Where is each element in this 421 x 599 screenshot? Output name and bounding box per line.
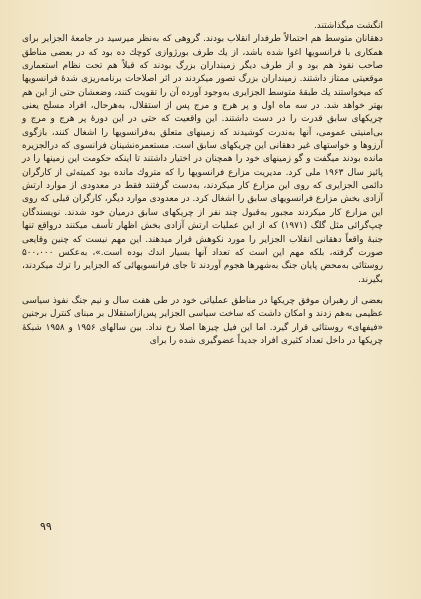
body-text (22, 20, 383, 348)
paragraph-1: انگشت میگذاشتند. (313, 21, 383, 31)
paragraph-3: بعضی از رهبران موفق چریکها در مناطق عملیاتی خود در طی هفت سال و نیم جنگ نفوذ سیاسی عظیمی به‌هم زدند و امکان داشت که ساخت سیاسی الجزایر پس‌ازاستقلال بر مبنای کنترل برجنین «فیفهای» روستائی قرار گیرد. اما این فیل چیزها اصلا رخ نداد. بین سالهای ۱۹۵۶ و ۱۹۵۸ شبکهٔ چریکها در داخل تعداد کثیری افراد جدیداً عضوگیری شده را برای (22, 295, 383, 346)
page-number: ۹۹ (40, 520, 52, 533)
paragraph-2: دهقانان متوسط هم احتمالاً طرفدار انقلاب بودند. گروهی که به‌نظر میرسید در جامعهٔ الجزایر برای همکاری با فرانسویها اغوا شده باشد، از یك طرف بورژوازی کوچك ده بود که در بعضی مناطق صاحب نفوذ هم بود و از طرف دیگر زمینداران بزرگ بودند که قبلاً هم تحت نظام استعماری موقعیتی ممتاز داشتند. زمینداران بزرگ تصور میکردند در اثر اصلاحات برنامه‌ریزی شدهٔ فرانسویها که میخواستند یك طبقهٔ متوسط الجزایری به‌وجود آورده آن را تقویت کنند، وضعشان حتی از این هم بهتر خواهد شد. در سه ماه اول و پر هرج و مرج پس از استقلال، به‌هرحال، افراد مسلح یعنی چریکهای سابق قدرت را در دست داشتند. این واقعیت که حتی در این دورهٔ پر هرج و مرج و بی‌امنیتی عمومی، آنها به‌ندرت کوشیدند که زمینهای متعلق به‌فرانسویها را اشغال کنند، بازگوی آرزوها و خواستهای غیر دهقانی این چریکهای سابق است. مستعمره‌نشینان فرانسوی که درالجزیره مانده بودند میگفت و گو زمینهای خود را همچنان در اختیار داشتند تا اینکه حکومت این زمینها را در پائیز سال ۱۹۶۳ ملی کرد. مدیریت مزارع فرانسویها را که متروك مانده بود کمیته‌ئی از کارگران دائمی الجزایری که روی این مزارع کار میکردند، به‌دست گرفتند فقط در معدودی از موارد ارتش آزادی بخش مزارع فرانسویهای سابق را اشغال کرد. در معدودی موارد دیگر، کارگران قبلی که روی این مزارع کار میکردند مجبور به‌قبول چند نفر از چریکهای سابق درمیان خود شدند. نویسندگان چپ‌گرائی مثل گلگ (۱۹۷۱) که از این عملیات ارتش آزادی بخش اظهار تأسف میکنند درواقع تنها جنبهٔ واقعاً دهقانی انقلاب الجزایر را مورد نکوهش قرار میدهند. این مهم نیست که چنین وقایعی صورت گرفته، بلکه مهم این است که تعداد آنها بسیار اندك بوده است.»، به‌عکس ۵۰۰،۰۰۰ روستائی به‌محض پایان جنگ به‌شهرها هجوم آوردند تا جای فرانسویهائی که الجزایر را ترك میکردند، بگیرند. (22, 34, 384, 285)
